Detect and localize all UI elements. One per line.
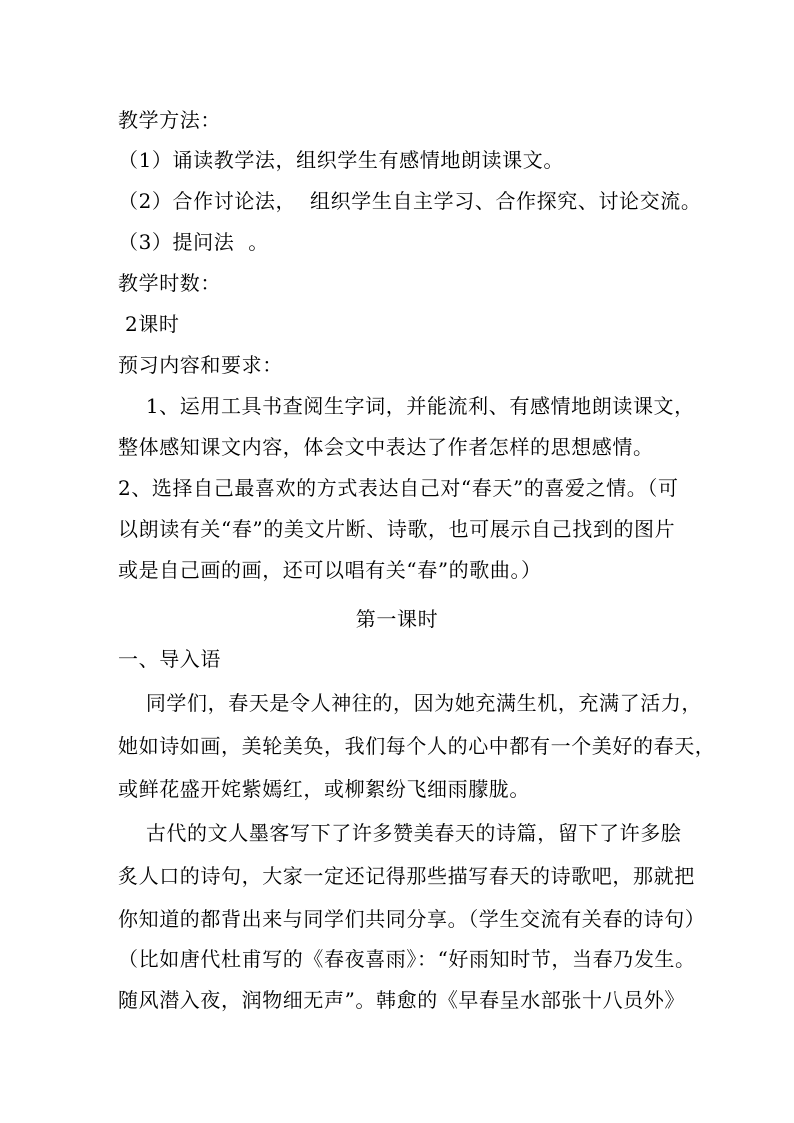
section-heading-preview: 预习内容和要求： <box>118 353 283 377</box>
paragraph-2-line-2: 炙人口的诗句，大家一定还记得那些描写春天的诗歌吧，那就把 <box>118 864 695 888</box>
paragraph-1-line-1: 同学们，春天是令人神往的，因为她充满生机，充满了活力， <box>118 691 703 715</box>
section-heading-intro: 一、导入语 <box>118 647 221 671</box>
paragraph-2-line-3: 你知道的都背出来与同学们共同分享。（学生交流有关春的诗句） <box>118 907 706 931</box>
paragraph-1-line-3: 或鲜花盛开姹紫嫣红，或柳絮纷飞细雨朦胧。 <box>118 777 530 801</box>
preview-item-2-line-3: 或是自己画的画，还可以唱有关“春”的歌曲。） <box>118 558 542 582</box>
preview-item-1-line-2: 整体感知课文内容，体会文中表达了作者怎样的思想感情。 <box>118 435 654 459</box>
preview-item-2-line-1: 2、选择自己最喜欢的方式表达自己对“春天”的喜爱之情。（可 <box>118 476 679 500</box>
paragraph-2-line-4: （比如唐代杜甫写的《春夜喜雨》：“好雨知时节，当春乃发生。 <box>118 947 696 971</box>
method-item-2: （2）合作讨论法， 组织学生自主学习、合作探究、讨论交流。 <box>118 189 702 213</box>
paragraph-1-line-2: 她如诗如画，美轮美奂，我们每个人的心中都有一个美好的春天， <box>118 734 716 758</box>
section-heading-hours: 教学时数： <box>118 271 221 295</box>
method-item-3: （3）提问法 。 <box>118 230 269 254</box>
lesson-title: 第一课时 <box>355 607 439 631</box>
hours-value: 2课时 <box>118 312 180 336</box>
paragraph-2-line-5: 随风潜入夜，润物细无声”。韩愈的《早春呈水部张十八员外》 <box>118 988 686 1012</box>
section-heading-methods: 教学方法： <box>118 108 221 132</box>
preview-item-2-line-2: 以朗读有关“春”的美文片断、诗歌，也可展示自己找到的图片 <box>118 517 676 541</box>
preview-item-1-line-1: 1、运用工具书查阅生字词，并能流利、有感情地朗读课文， <box>118 394 695 418</box>
paragraph-2-line-1: 古代的文人墨客写下了许多赞美春天的诗篇，留下了许多脍 <box>118 821 682 845</box>
method-item-1: （1）诵读教学法，组织学生有感情地朗读课文。 <box>118 148 564 172</box>
